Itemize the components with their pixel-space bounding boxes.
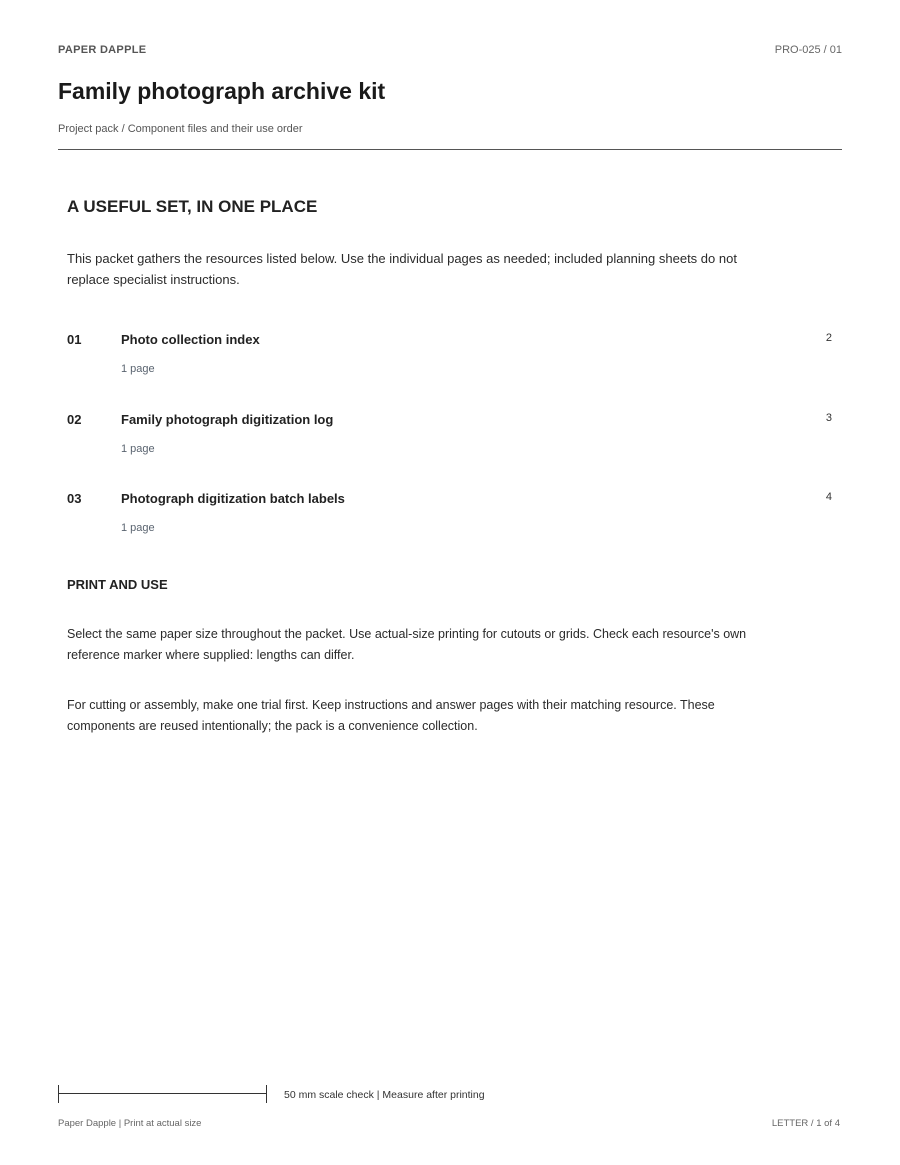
scale-tick-right — [266, 1085, 267, 1103]
item-page-number: 2 — [825, 332, 832, 344]
footer-left: Paper Dapple | Print at actual size — [58, 1118, 202, 1129]
document-id: PRO-025 / 01 — [774, 44, 842, 56]
item-page-count: 1 page — [121, 522, 155, 534]
item-title: Family photograph digitization log — [121, 412, 334, 427]
contents-item — [67, 412, 832, 462]
item-number: 02 — [67, 412, 82, 427]
item-title: Photo collection index — [121, 332, 260, 347]
scale-check-label: 50 mm scale check | Measure after printing — [284, 1089, 485, 1101]
item-number: 03 — [67, 491, 82, 506]
contents-item — [67, 332, 832, 382]
contents-item — [67, 491, 832, 541]
item-page-number: 4 — [825, 491, 832, 503]
print-paragraph: For cutting or assembly, make one trial first. Keep instructions and answer pages with their matching resource. These components are reused intentionally; the pack is a convenience collection. — [67, 698, 715, 733]
print-heading: PRINT AND USE — [67, 577, 168, 592]
brand-name: PAPER DAPPLE — [58, 44, 147, 56]
item-page-count: 1 page — [121, 363, 155, 375]
page-title: Family photograph archive kit — [58, 78, 386, 104]
contents-intro: This packet gathers the resources listed below. Use the individual pages as needed; included planning sheets do not replace specialist instructions. — [67, 251, 737, 287]
item-title: Photograph digitization batch labels — [121, 491, 345, 506]
item-number: 01 — [67, 332, 82, 347]
header-divider — [58, 149, 842, 150]
footer-page-indicator: LETTER / 1 of 4 — [771, 1118, 840, 1129]
scale-line — [58, 1093, 267, 1094]
contents-heading: A USEFUL SET, IN ONE PLACE — [67, 197, 318, 216]
scale-check-bar — [58, 1085, 267, 1103]
item-page-count: 1 page — [121, 443, 155, 455]
item-page-number: 3 — [825, 412, 832, 424]
scale-tick-left — [58, 1085, 59, 1103]
print-paragraph: Select the same paper size throughout the packet. Use actual-size printing for cutouts or grids. Check each resource's own reference marker where supplied: lengths can differ. — [67, 627, 747, 662]
page-subtitle: Project pack / Component files and their use order — [58, 123, 303, 135]
